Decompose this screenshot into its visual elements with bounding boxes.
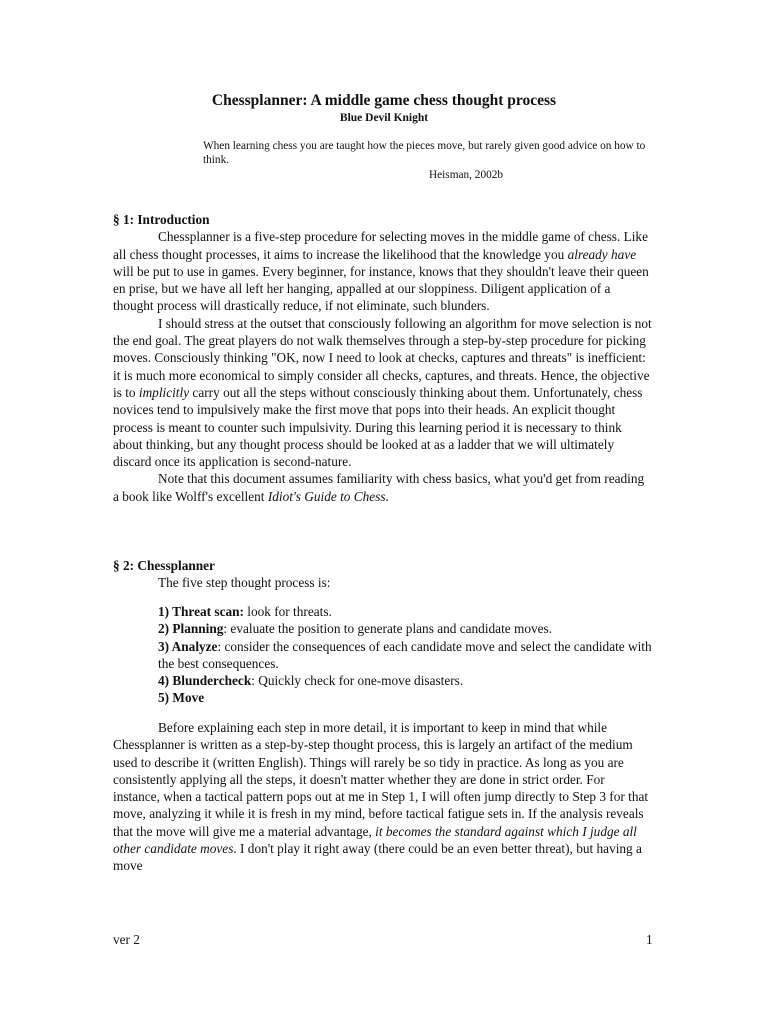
step-text: : consider the consequences of each candidate move and select the candidate with the best consequences. (158, 638, 652, 671)
section-chessplanner-body (113, 719, 653, 875)
text-run: I should stress at the outset that consciously following an algorithm for move selection is not the end goal. The great players do not walk themselves through a step-by-step procedure for picking moves. Consciously thinking "OK, now I need to look at checks, captures and threats" is inefficient: it is much more economical to simply consider all checks, captures, and threats. Hence, the objective is to (113, 315, 652, 400)
emphasis-text: already have (567, 246, 637, 262)
emphasis-text: Idiot's Guide to Chess (267, 488, 386, 504)
step-text: look for threats. (243, 604, 332, 619)
step-label: 5) Move (158, 690, 205, 706)
document-title: Chessplanner: A middle game chess thought process (211, 92, 557, 109)
footer-version: ver 2 (113, 932, 140, 947)
list-item (158, 689, 654, 706)
text-run: . (385, 488, 389, 504)
emphasis-text: implicitly (138, 384, 190, 400)
step-label: 4) Blundercheck (158, 673, 252, 689)
list-item (158, 603, 654, 620)
document-author: Blue Devil Knight (339, 112, 429, 124)
paragraph-intro-2 (113, 315, 653, 471)
section-heading-introduction: § 1: Introduction (113, 212, 210, 227)
list-item (158, 620, 654, 637)
step-label: 1) Threat scan: (158, 604, 244, 619)
text-run: Note that this document assumes familiarity with chess basics, what you'd get from reading a book like Wolff's excellent (113, 471, 645, 504)
paragraph-intro-3 (113, 470, 653, 505)
text-run: Before explaining each step in more detail, it is important to keep in mind that while Chessplanner is written as a step-by-step thought process, this is largely an artifact of the medium used to describe it (written English). Things will rarely be so tidy in practice. As long as you are consistently applying all the steps, it doesn't matter whether they are done in strict order. For instance, when a tactical pattern pops out at me in Step 1, I will often jump directly to Step 3 for that move, analyzing it while it is fresh in my mind, before tactical fatigue sets in. If the analysis reveals that the move will give me a material advantage, (113, 720, 649, 839)
list-item (158, 672, 654, 689)
step-text: : Quickly check for one-move disasters. (251, 673, 464, 689)
step-label: 3) Analyze (158, 638, 218, 654)
text-run: . I don't play it right away (there could be an even better threat), but having a move (113, 841, 642, 874)
paragraph-steps-explanation (113, 719, 653, 875)
section-heading-chessplanner: § 2: Chessplanner (113, 558, 215, 573)
text-run: Chessplanner is a five-step procedure for selecting moves in the middle game of chess. Like all chess thought processes, it aims to increase the likelihood that the knowledge you (113, 229, 648, 262)
epigraph-source: Heisman, 2002b (429, 169, 504, 181)
step-label: 2) Planning (158, 621, 224, 637)
epigraph-quote: When learning chess you are taught how the pieces move, but rarely given good advice on how to think. (203, 140, 646, 166)
emphasis-text: it becomes the standard against which I judge all other candidate moves (113, 823, 637, 857)
section-chessplanner (113, 557, 653, 592)
steps-intro: The five step thought process is: (158, 575, 331, 591)
steps-list (158, 603, 654, 707)
list-item (158, 638, 654, 673)
footer-page-number: 1 (646, 932, 653, 947)
section-introduction (113, 211, 653, 505)
paragraph-intro-1 (113, 228, 653, 314)
step-text: : evaluate the position to generate plans and candidate moves. (223, 621, 553, 637)
text-run: will be put to use in games. Every beginner, for instance, knows that they shouldn't leave their queen en prise, but we have all left her hanging, appalled at our sloppiness. Diligent application of a thought process will drastically reduce, if not eliminate, such blunders. (113, 263, 649, 314)
text-run: carry out all the steps without consciously thinking about them. Unfortunately, chess novices tend to impulsively make the first move that pops into their heads. An explicit thought process is meant to counter such impulsivity. During this learning period it is necessary to think about thinking, but any thought process should be looked at as a ladder that we will ultimately discard once its application is second-nature. (113, 384, 643, 470)
